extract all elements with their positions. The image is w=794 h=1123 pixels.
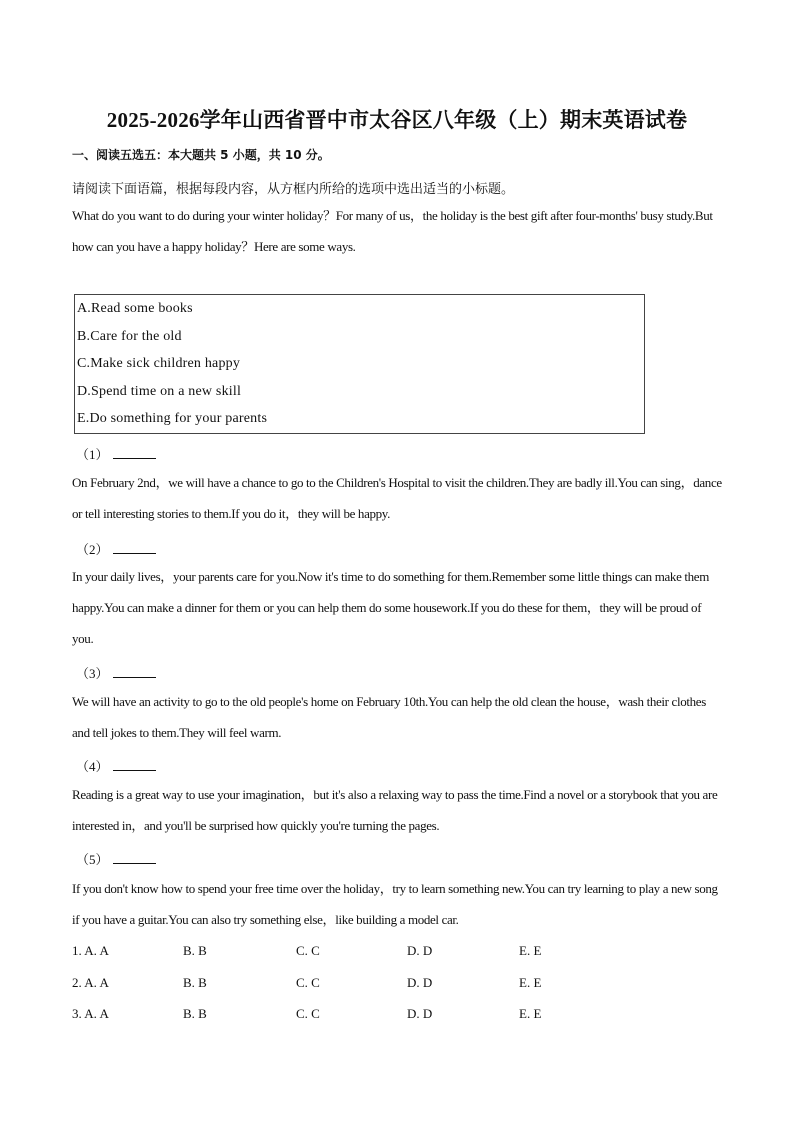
choice-d[interactable]: D. D — [407, 943, 433, 958]
answer-blank[interactable] — [113, 758, 156, 771]
choice-a[interactable]: 3. A. A — [72, 1006, 109, 1021]
choice-e[interactable]: E. E — [519, 943, 542, 958]
question-5-text: If you don't know how to spend your free time over the holiday，try to learn something new.You can try learning to play a new song if you have a guitar.You can also try something else，like building a model car. — [72, 881, 718, 927]
choice-a[interactable]: 1. A. A — [72, 943, 109, 958]
section-heading: 一、阅读五选五：本大题共 5 小题，共 10 分。 — [72, 148, 330, 162]
question-1-text: On February 2nd，we will have a chance to go to the Children's Hospital to visit the children.They are badly ill.You can sing，dance or tell interesting stories to them.If you do it，they will be happy. — [72, 475, 722, 521]
option-b: B.Care for the old — [77, 328, 182, 344]
question-4-number: （4） — [76, 756, 156, 775]
choice-a[interactable]: 2. A. A — [72, 975, 109, 990]
option-a: A.Read some books — [77, 301, 193, 316]
answer-blank[interactable] — [113, 851, 156, 864]
choice-b[interactable]: B. B — [183, 943, 207, 958]
choice-c[interactable]: C. C — [296, 943, 320, 958]
question-4-text: Reading is a great way to use your imagination，but it's also a relaxing way to pass the time.Find a novel or a storybook that you are interested in，and you'll be surprised how quickly you're turning the pages. — [72, 787, 718, 833]
exam-title: 2025-2026学年山西省晋中市太谷区八年级（上）期末英语试卷 — [106, 108, 688, 132]
option-e: E.Do something for your parents — [77, 411, 268, 426]
question-3-number: （3） — [76, 663, 156, 682]
choice-e[interactable]: E. E — [519, 975, 542, 990]
choice-c[interactable]: C. C — [296, 975, 320, 990]
answer-blank[interactable] — [113, 541, 156, 554]
answer-blank[interactable] — [113, 446, 156, 459]
answer-row-1 — [72, 943, 672, 963]
answer-blank[interactable] — [113, 665, 156, 678]
intro-paragraph: What do you want to do during your winter holiday？For many of us，the holiday is the best gift after four-months' busy study.But how can you have a happy holiday？Here are some ways. — [72, 208, 713, 254]
choice-b[interactable]: B. B — [183, 1006, 207, 1021]
choice-e[interactable]: E. E — [519, 1006, 542, 1021]
question-3-text: We will have an activity to go to the old people's home on February 10th.You can help the old clean the house，wash their clothes and tell jokes to them.They will feel warm. — [72, 694, 706, 740]
answer-row-3 — [72, 1006, 672, 1026]
choice-d[interactable]: D. D — [407, 1006, 433, 1021]
question-2-text: In your daily lives，your parents care for you.Now it's time to do something for them.Remember some little things can make them happy.You can make a dinner for them or you can help them do some housework.If you do these for them，they will be proud of you. — [72, 569, 709, 646]
choice-c[interactable]: C. C — [296, 1006, 320, 1021]
options-box — [74, 294, 645, 434]
instruction-text: 请阅读下面语篇，根据每段内容，从方框内所给的选项中选出适当的小标题。 — [72, 182, 515, 197]
question-1-number: （1） — [76, 444, 156, 463]
choice-b[interactable]: B. B — [183, 975, 207, 990]
question-5-number: （5） — [76, 849, 156, 868]
question-2-number: （2） — [76, 539, 156, 558]
option-c: C.Make sick children happy — [77, 356, 241, 371]
choice-d[interactable]: D. D — [407, 975, 433, 990]
answer-row-2 — [72, 975, 672, 995]
option-d: D.Spend time on a new skill — [77, 383, 242, 399]
